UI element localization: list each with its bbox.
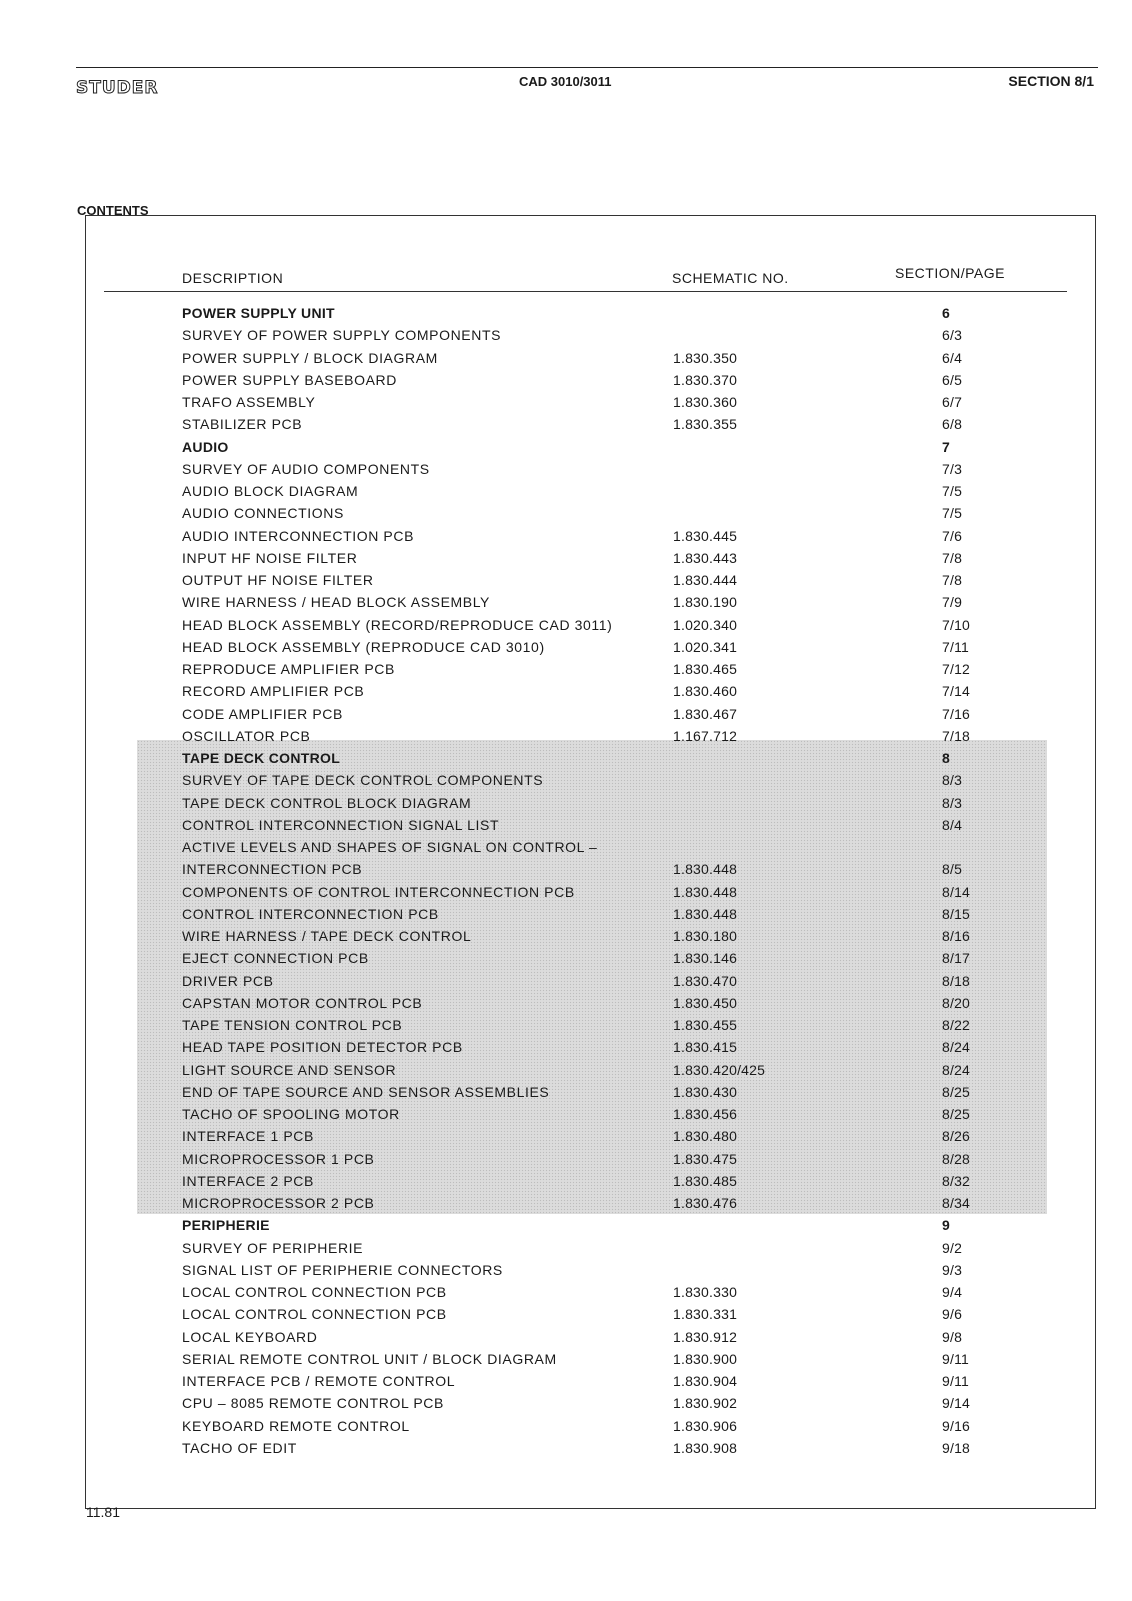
table-row (0, 572, 1132, 594)
table-row (0, 817, 1132, 839)
row-schematic-no: 1.830.912 (673, 1328, 738, 1345)
table-row (0, 461, 1132, 483)
row-section-page: 7 (942, 438, 950, 455)
row-description: SURVEY OF TAPE DECK CONTROL COMPONENTS (182, 772, 544, 789)
table-row (0, 1195, 1132, 1217)
row-section-page: 7/6 (942, 527, 963, 544)
page-title: CONTENTS (77, 203, 149, 218)
row-section-page: 8/14 (942, 883, 971, 900)
section-number: SECTION 8/1 (1008, 73, 1094, 89)
row-section-page: 9/14 (942, 1395, 971, 1412)
row-description: EJECT CONNECTION PCB (182, 950, 369, 967)
row-schematic-no: 1.020.340 (673, 616, 738, 633)
row-description: CAPSTAN MOTOR CONTROL PCB (182, 994, 423, 1011)
column-header-schematic: SCHEMATIC NO. (672, 270, 789, 286)
row-description: CODE AMPLIFIER PCB (182, 705, 343, 722)
table-row (0, 928, 1132, 950)
row-section-page: 8/5 (942, 861, 963, 878)
row-section-page: 6/7 (942, 394, 963, 410)
row-schematic-no: 1.830.470 (673, 972, 738, 989)
row-schematic-no: 1.830.902 (673, 1395, 738, 1412)
row-section-page: 9 (942, 1217, 950, 1234)
table-row (0, 950, 1132, 972)
row-section-page: 8/17 (942, 950, 971, 967)
table-row (0, 906, 1132, 928)
table-row (0, 505, 1132, 527)
table-row (0, 1440, 1132, 1462)
table-row (0, 394, 1132, 416)
table-row (0, 884, 1132, 906)
row-schematic-no: 1.830.420/425 (673, 1061, 766, 1078)
row-schematic-no: 1.830.465 (673, 661, 738, 677)
header-rule (76, 67, 1098, 68)
row-section-page: 8/28 (942, 1150, 971, 1167)
row-description: TAPE DECK CONTROL BLOCK DIAGRAM (182, 794, 472, 811)
row-description: ACTIVE LEVELS AND SHAPES OF SIGNAL ON CONTROL – (182, 839, 598, 855)
row-section-page: 7/12 (942, 661, 971, 677)
row-section-page: 9/2 (942, 1239, 963, 1256)
row-description: INTERFACE 1 PCB (182, 1128, 314, 1145)
table-row (0, 1395, 1132, 1417)
row-section-page: 8/25 (942, 1083, 971, 1100)
footer-date: 11.81 (86, 1504, 120, 1520)
row-schematic-no: 1.830.370 (673, 371, 738, 388)
table-row (0, 995, 1132, 1017)
row-section-page: 8/25 (942, 1106, 971, 1122)
row-section-page: 6/3 (942, 327, 963, 344)
row-description: DRIVER PCB (182, 972, 274, 989)
row-description: LOCAL KEYBOARD (182, 1328, 318, 1345)
table-row (0, 706, 1132, 728)
row-description: CONTROL INTERCONNECTION PCB (182, 905, 439, 922)
row-description: INTERCONNECTION PCB (182, 861, 363, 878)
row-schematic-no: 1.830.455 (673, 1017, 738, 1033)
row-description: CONTROL INTERCONNECTION SIGNAL LIST (182, 816, 500, 833)
row-description: WIRE HARNESS / HEAD BLOCK ASSEMBLY (182, 594, 490, 611)
table-row (0, 1306, 1132, 1328)
row-description: INPUT HF NOISE FILTER (182, 549, 358, 566)
row-description: END OF TAPE SOURCE AND SENSOR ASSEMBLIES (182, 1083, 550, 1100)
row-description: SIGNAL LIST OF PERIPHERIE CONNECTORS (182, 1261, 503, 1278)
row-section-page: 9/8 (942, 1328, 963, 1345)
row-description: COMPONENTS OF CONTROL INTERCONNECTION PCB (182, 883, 575, 900)
row-description: WIRE HARNESS / TAPE DECK CONTROL (182, 928, 472, 944)
row-description: INTERFACE 2 PCB (182, 1172, 314, 1189)
table-row (0, 639, 1132, 661)
row-schematic-no: 1.830.445 (673, 527, 738, 544)
row-schematic-no: 1.830.480 (673, 1128, 738, 1145)
row-description: TAPE TENSION CONTROL PCB (182, 1017, 403, 1033)
row-description: HEAD BLOCK ASSEMBLY (REPRODUCE CAD 3010) (182, 638, 545, 655)
row-description: SURVEY OF AUDIO COMPONENTS (182, 460, 430, 477)
row-section-page: 9/16 (942, 1417, 971, 1434)
row-schematic-no: 1.830.450 (673, 994, 738, 1011)
row-section-page: 8/16 (942, 928, 971, 944)
row-section-page: 8/15 (942, 905, 971, 922)
row-schematic-no: 1.830.180 (673, 928, 738, 944)
row-section-page: 8 (942, 750, 950, 766)
row-schematic-no: 1.830.415 (673, 1039, 738, 1056)
row-description: INTERFACE PCB / REMOTE CONTROL (182, 1373, 456, 1389)
row-section-page: 8/26 (942, 1128, 971, 1145)
table-row (0, 1106, 1132, 1128)
row-description: HEAD BLOCK ASSEMBLY (RECORD/REPRODUCE CAD 3011) (182, 616, 613, 633)
row-schematic-no: 1.830.448 (673, 883, 738, 900)
row-schematic-no: 1.830.430 (673, 1083, 738, 1100)
row-section-page: 7/9 (942, 594, 963, 611)
row-description: MICROPROCESSOR 1 PCB (182, 1150, 375, 1167)
row-section-page: 6/5 (942, 371, 963, 388)
table-row (0, 1351, 1132, 1373)
row-schematic-no: 1.830.467 (673, 705, 738, 722)
row-description: PERIPHERIE (182, 1217, 270, 1234)
brand-logo: STUDER (76, 78, 159, 98)
table-row (0, 327, 1132, 349)
table-row (0, 1329, 1132, 1351)
table-row (0, 1262, 1132, 1284)
row-description: TRAFO ASSEMBLY (182, 394, 316, 410)
table-row (0, 617, 1132, 639)
row-section-page: 8/22 (942, 1017, 971, 1033)
row-schematic-no: 1.830.448 (673, 905, 738, 922)
row-schematic-no: 1.830.146 (673, 950, 738, 967)
row-schematic-no: 1.830.448 (673, 861, 738, 878)
row-description: TACHO OF EDIT (182, 1439, 297, 1456)
table-row (0, 1418, 1132, 1440)
row-description: MICROPROCESSOR 2 PCB (182, 1195, 375, 1211)
table-row (0, 594, 1132, 616)
row-section-page: 8/24 (942, 1039, 971, 1056)
row-section-page: 9/3 (942, 1261, 963, 1278)
column-header-section-page: SECTION/PAGE (895, 265, 1005, 281)
row-schematic-no: 1.020.341 (673, 638, 738, 655)
table-row (0, 1128, 1132, 1150)
row-description: CPU – 8085 REMOTE CONTROL PCB (182, 1395, 444, 1412)
row-schematic-no: 1.830.360 (673, 394, 738, 410)
table-row (0, 1373, 1132, 1395)
row-section-page: 8/4 (942, 816, 963, 833)
model-number: CAD 3010/3011 (519, 74, 612, 89)
row-schematic-no: 1.830.485 (673, 1172, 738, 1189)
row-description: AUDIO INTERCONNECTION PCB (182, 527, 415, 544)
row-section-page: 9/6 (942, 1306, 963, 1323)
row-section-page: 8/24 (942, 1061, 971, 1078)
column-header-description: DESCRIPTION (182, 270, 284, 286)
row-section-page: 8/20 (942, 994, 971, 1011)
row-description: OSCILLATOR PCB (182, 727, 311, 744)
row-description: POWER SUPPLY / BLOCK DIAGRAM (182, 349, 438, 366)
row-schematic-no: 1.830.908 (673, 1439, 738, 1456)
row-description: LOCAL CONTROL CONNECTION PCB (182, 1306, 447, 1323)
row-section-page: 7/3 (942, 460, 963, 477)
row-section-page: 8/32 (942, 1172, 971, 1189)
row-description: STABILIZER PCB (182, 416, 303, 433)
table-row (0, 861, 1132, 883)
row-section-page: 7/8 (942, 572, 963, 588)
row-section-page: 7/10 (942, 616, 971, 633)
row-schematic-no: 1.830.331 (673, 1306, 738, 1323)
row-schematic-no: 1.830.475 (673, 1150, 738, 1167)
table-row (0, 1017, 1132, 1039)
table-row (0, 973, 1132, 995)
table-row (0, 372, 1132, 394)
section-heading-row (0, 439, 1132, 461)
table-row (0, 839, 1132, 861)
row-section-page: 8/18 (942, 972, 971, 989)
row-schematic-no: 1.830.460 (673, 683, 738, 700)
table-row (0, 1173, 1132, 1195)
table-row (0, 528, 1132, 550)
row-schematic-no: 1.830.443 (673, 549, 738, 566)
row-section-page: 9/4 (942, 1284, 963, 1300)
row-section-page: 9/11 (942, 1373, 970, 1389)
row-description: SURVEY OF PERIPHERIE (182, 1239, 364, 1256)
table-row (0, 1240, 1132, 1262)
table-row (0, 416, 1132, 438)
row-schematic-no: 1.830.900 (673, 1350, 738, 1367)
row-description: AUDIO CONNECTIONS (182, 505, 344, 522)
table-row (0, 683, 1132, 705)
row-section-page: 7/8 (942, 549, 963, 566)
table-row (0, 772, 1132, 794)
row-section-page: 8/3 (942, 794, 963, 811)
row-description: AUDIO BLOCK DIAGRAM (182, 483, 359, 499)
row-description: KEYBOARD REMOTE CONTROL (182, 1417, 410, 1434)
row-section-page: 7/5 (942, 483, 963, 499)
row-section-page: 6/8 (942, 416, 963, 433)
row-section-page: 7/14 (942, 683, 971, 700)
section-heading-row (0, 305, 1132, 327)
row-schematic-no: 1.830.476 (673, 1195, 738, 1211)
row-section-page: 6 (942, 305, 950, 321)
row-description: SURVEY OF POWER SUPPLY COMPONENTS (182, 327, 502, 344)
row-schematic-no: 1.830.350 (673, 349, 738, 366)
column-header-rule (104, 291, 1067, 292)
table-row (0, 795, 1132, 817)
table-row (0, 728, 1132, 750)
table-row (0, 550, 1132, 572)
section-heading-row (0, 750, 1132, 772)
row-description: LIGHT SOURCE AND SENSOR (182, 1061, 397, 1078)
table-row (0, 350, 1132, 372)
row-schematic-no: 1.830.906 (673, 1417, 738, 1434)
section-heading-row (0, 1217, 1132, 1239)
row-description: HEAD TAPE POSITION DETECTOR PCB (182, 1039, 463, 1056)
row-schematic-no: 1.830.444 (673, 572, 738, 588)
row-description: SERIAL REMOTE CONTROL UNIT / BLOCK DIAGRAM (182, 1350, 557, 1367)
row-description: LOCAL CONTROL CONNECTION PCB (182, 1284, 447, 1300)
row-schematic-no: 1.830.330 (673, 1284, 738, 1300)
row-description: POWER SUPPLY BASEBOARD (182, 371, 397, 388)
row-description: AUDIO (182, 438, 229, 455)
row-section-page: 7/11 (942, 638, 970, 655)
table-row (0, 1084, 1132, 1106)
row-description: REPRODUCE AMPLIFIER PCB (182, 661, 395, 677)
row-section-page: 7/18 (942, 727, 971, 744)
row-section-page: 6/4 (942, 349, 963, 366)
row-description: OUTPUT HF NOISE FILTER (182, 572, 374, 588)
row-section-page: 8/3 (942, 772, 963, 789)
row-section-page: 8/34 (942, 1195, 971, 1211)
row-section-page: 7/16 (942, 705, 971, 722)
table-row (0, 483, 1132, 505)
row-description: RECORD AMPLIFIER PCB (182, 683, 365, 700)
row-description: POWER SUPPLY UNIT (182, 305, 335, 321)
row-schematic-no: 1.830.456 (673, 1106, 738, 1122)
row-section-page: 7/5 (942, 505, 963, 522)
table-row (0, 1151, 1132, 1173)
row-schematic-no: 1.830.355 (673, 416, 738, 433)
row-section-page: 9/11 (942, 1350, 970, 1367)
table-row (0, 661, 1132, 683)
table-row (0, 1039, 1132, 1061)
row-description: TACHO OF SPOOLING MOTOR (182, 1106, 400, 1122)
row-schematic-no: 1.830.190 (673, 594, 738, 611)
row-section-page: 9/18 (942, 1439, 971, 1456)
row-description: TAPE DECK CONTROL (182, 750, 341, 766)
row-schematic-no: 1.167.712 (673, 727, 738, 744)
table-row (0, 1062, 1132, 1084)
row-schematic-no: 1.830.904 (673, 1373, 738, 1389)
table-row (0, 1284, 1132, 1306)
